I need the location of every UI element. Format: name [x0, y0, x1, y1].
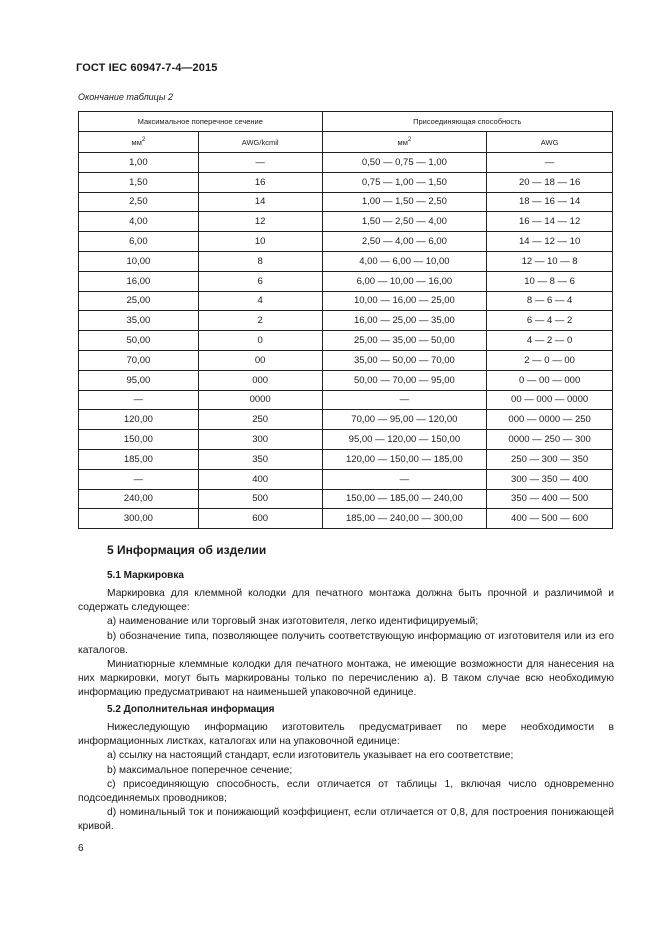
section-5-title: 5 Информация об изделии	[107, 543, 267, 557]
table-row	[79, 291, 613, 311]
table-row	[79, 430, 613, 450]
cell-capacity-awg: 00 — 000 — 0000	[487, 390, 613, 410]
cell-max-awg: 0	[198, 331, 322, 351]
cell-capacity-mm2: 6,00 — 10,00 — 16,00	[322, 271, 487, 291]
cell-capacity-awg: 8 — 6 — 4	[487, 291, 613, 311]
cell-capacity-mm2: 25,00 — 35,00 — 50,00	[322, 331, 487, 351]
table-body	[79, 153, 613, 529]
section-5-2-title: 5.2 Дополнительная информация	[107, 704, 275, 715]
cell-max-awg: 12	[198, 212, 322, 232]
cell-capacity-mm2: 95,00 — 120,00 — 150,00	[322, 430, 487, 450]
unit-header-mm2	[79, 132, 199, 153]
table-row	[79, 271, 613, 291]
table-row	[79, 153, 613, 173]
cell-max-mm2: 185,00	[79, 449, 199, 469]
cell-max-mm2: 2,50	[79, 192, 199, 212]
cell-capacity-awg: 18 — 16 — 14	[487, 192, 613, 212]
cell-max-mm2: 95,00	[79, 370, 199, 390]
paragraph: а) ссылку на настоящий стандарт, если изготовитель указывает на его соответствие;	[107, 750, 514, 762]
cell-max-awg: 500	[198, 489, 322, 509]
cell-capacity-mm2: —	[322, 390, 487, 410]
table-row	[79, 350, 613, 370]
table-row	[79, 370, 613, 390]
document-header: ГОСТ IEC 60947-7-4—2015	[76, 62, 218, 74]
cell-capacity-awg: 350 — 400 — 500	[487, 489, 613, 509]
unit-superscript: 2	[141, 137, 146, 143]
section-5-1-title: 5.1 Маркировка	[107, 570, 184, 581]
table-row	[79, 489, 613, 509]
table-row	[79, 469, 613, 489]
cell-max-awg: 6	[198, 271, 322, 291]
cell-max-awg: 250	[198, 410, 322, 430]
cell-max-awg: —	[198, 153, 322, 173]
cross-section-table	[78, 111, 613, 529]
cell-capacity-mm2: 1,50 — 2,50 — 4,00	[322, 212, 487, 232]
cell-capacity-awg: 300 — 350 — 400	[487, 469, 613, 489]
table-row	[79, 232, 613, 252]
cell-capacity-awg: 400 — 500 — 600	[487, 509, 613, 529]
cell-max-mm2: —	[79, 469, 199, 489]
cell-capacity-awg: 12 — 10 — 8	[487, 251, 613, 271]
table-row	[79, 449, 613, 469]
group-header-connecting-capacity: Присоединяющая способность	[322, 112, 612, 132]
cell-capacity-mm2: 0,75 — 1,00 — 1,50	[322, 172, 487, 192]
cell-max-mm2: 16,00	[79, 271, 199, 291]
paragraph: b) обозначение типа, позволяющее получить соответствующую информацию от изготовителя или из его каталогов.	[78, 630, 614, 656]
cell-max-mm2: 1,50	[79, 172, 199, 192]
cell-capacity-awg: 4 — 2 — 0	[487, 331, 613, 351]
cell-max-awg: 000	[198, 370, 322, 390]
cell-max-mm2: 4,00	[79, 212, 199, 232]
cell-capacity-mm2: 1,00 — 1,50 — 2,50	[322, 192, 487, 212]
cell-max-mm2: 35,00	[79, 311, 199, 331]
cell-capacity-mm2: 4,00 — 6,00 — 10,00	[322, 251, 487, 271]
unit-header-awg: AWG	[487, 132, 613, 153]
cell-max-awg: 2	[198, 311, 322, 331]
unit-text: мм	[131, 138, 142, 147]
cell-capacity-mm2: 16,00 — 25,00 — 35,00	[322, 311, 487, 331]
cell-capacity-awg: 10 — 8 — 6	[487, 271, 613, 291]
table-row	[79, 192, 613, 212]
unit-header-awg-kcmil: AWG/kcmil	[198, 132, 322, 153]
cell-capacity-awg: 16 — 14 — 12	[487, 212, 613, 232]
cell-max-awg: 400	[198, 469, 322, 489]
table-row	[79, 311, 613, 331]
cell-capacity-awg: 14 — 12 — 10	[487, 232, 613, 252]
section-5-1-body	[78, 587, 614, 701]
cell-max-mm2: 300,00	[79, 509, 199, 529]
table-row	[79, 212, 613, 232]
table-caption: Окончание таблицы 2	[78, 92, 173, 102]
table-row	[79, 410, 613, 430]
cell-capacity-awg: 0 — 00 — 000	[487, 370, 613, 390]
cell-max-mm2: 25,00	[79, 291, 199, 311]
table-row	[79, 509, 613, 529]
cell-max-awg: 300	[198, 430, 322, 450]
table-unit-header-row	[79, 132, 613, 153]
cell-capacity-mm2: 2,50 — 4,00 — 6,00	[322, 232, 487, 252]
group-header-max-cross-section: Максимальное поперечное сечение	[79, 112, 323, 132]
paragraph: Маркировка для клеммной колодки для печатного монтажа должна быть прочной и различимой и содержать следующее:	[78, 588, 614, 614]
cell-capacity-awg: 250 — 300 — 350	[487, 449, 613, 469]
paragraph: с) присоединяющую способность, если отличается от таблицы 1, включая число одновременно подсоединяемых проводников;	[78, 778, 614, 805]
cell-max-mm2: 1,00	[79, 153, 199, 173]
cell-max-awg: 600	[198, 509, 322, 529]
cell-max-awg: 350	[198, 449, 322, 469]
cell-capacity-awg: 2 — 0 — 00	[487, 350, 613, 370]
paragraph: а) наименование или торговый знак изготовителя, легко идентифицируемый;	[107, 616, 479, 628]
cell-capacity-mm2: 120,00 — 150,00 — 185,00	[322, 449, 487, 469]
cell-capacity-awg: 20 — 18 — 16	[487, 172, 613, 192]
cell-max-mm2: —	[79, 390, 199, 410]
unit-text: мм	[397, 138, 408, 147]
cell-max-mm2: 240,00	[79, 489, 199, 509]
cell-max-awg: 14	[198, 192, 322, 212]
cell-capacity-mm2: 70,00 — 95,00 — 120,00	[322, 410, 487, 430]
cell-capacity-awg: 6 — 4 — 2	[487, 311, 613, 331]
cell-capacity-mm2: 0,50 — 0,75 — 1,00	[322, 153, 487, 173]
cell-max-awg: 10	[198, 232, 322, 252]
table-group-header-row	[79, 112, 613, 132]
cell-max-awg: 16	[198, 172, 322, 192]
table-row	[79, 390, 613, 410]
table-row	[79, 331, 613, 351]
cell-capacity-mm2: —	[322, 469, 487, 489]
cell-max-mm2: 50,00	[79, 331, 199, 351]
cell-capacity-awg: 0000 — 250 — 300	[487, 430, 613, 450]
cell-capacity-awg: 000 — 0000 — 250	[487, 410, 613, 430]
paragraph: b) максимальное поперечное сечение;	[107, 764, 293, 776]
page-number: 6	[78, 843, 84, 854]
cell-max-mm2: 70,00	[79, 350, 199, 370]
cell-capacity-mm2: 150,00 — 185,00 — 240,00	[322, 489, 487, 509]
cell-max-mm2: 150,00	[79, 430, 199, 450]
cell-max-mm2: 120,00	[79, 410, 199, 430]
cell-capacity-awg: —	[487, 153, 613, 173]
unit-header-mm2-capacity	[322, 132, 487, 153]
cell-capacity-mm2: 10,00 — 16,00 — 25,00	[322, 291, 487, 311]
unit-superscript: 2	[407, 137, 412, 143]
cell-capacity-mm2: 185,00 — 240,00 — 300,00	[322, 509, 487, 529]
cell-capacity-mm2: 35,00 — 50,00 — 70,00	[322, 350, 487, 370]
table-row	[79, 172, 613, 192]
cell-max-awg: 4	[198, 291, 322, 311]
paragraph: Миниатюрные клеммные колодки для печатного монтажа, не имеющие возможности для нанесения на них маркировки, могут быть маркированы только по перечислению а). В таком случае всю необходимую информацию предусматривают на наименьшей упаковочной единице.	[78, 659, 614, 699]
section-5-2-body	[78, 721, 614, 835]
paragraph: Нижеследующую информацию изготовитель предусматривает по мере необходимости в информационных листках, каталогах или на упаковочной единице:	[78, 722, 614, 748]
paragraph: d) номинальный ток и понижающий коэффициент, если отличается от 0,8, для построения понижающей кривой.	[78, 807, 614, 833]
cell-capacity-mm2: 50,00 — 70,00 — 95,00	[322, 370, 487, 390]
cell-max-awg: 8	[198, 251, 322, 271]
cell-max-awg: 00	[198, 350, 322, 370]
cell-max-mm2: 10,00	[79, 251, 199, 271]
cell-max-awg: 0000	[198, 390, 322, 410]
cell-max-mm2: 6,00	[79, 232, 199, 252]
table-row	[79, 251, 613, 271]
